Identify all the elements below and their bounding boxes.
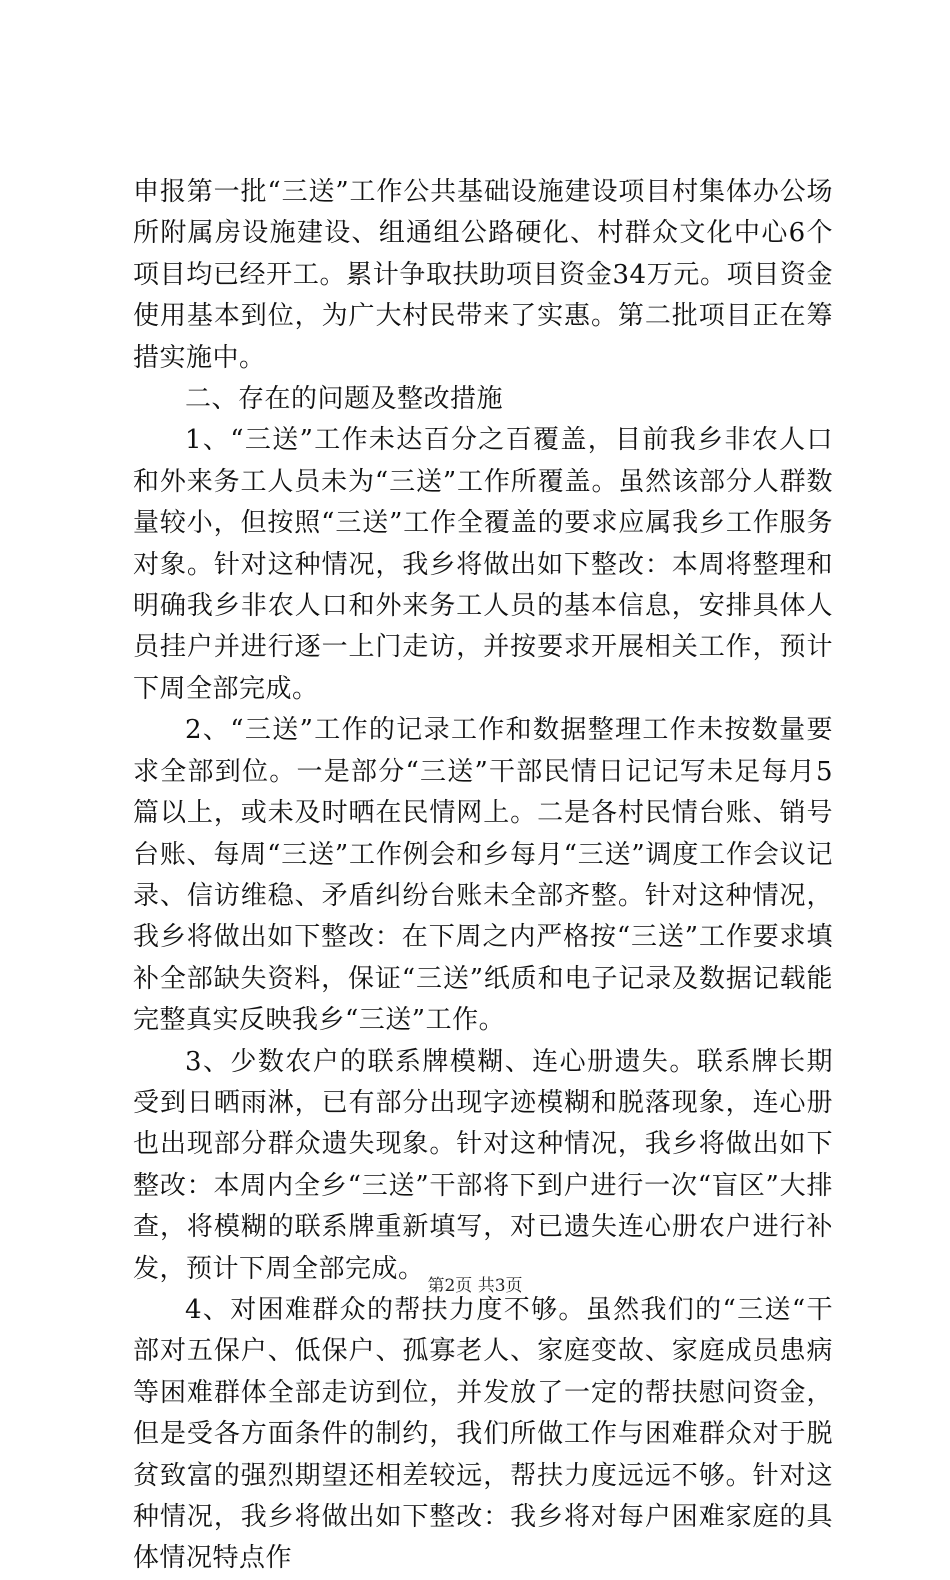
paragraph-issue-1: 1、“三送”工作未达百分之百覆盖，目前我乡非农人口和外来务工人员未为“三送”工作所覆盖。虽然该部分人群数量较小，但按照“三送”工作全覆盖的要求应属我乡工作服务对象。针对这种情况，我乡将做出如下整改：本周将整理和明确我乡非农人口和外来务工人员的基本信息，安排具体人员挂户并进行逐一上门走访，并按要求开展相关工作，预计下周全部完成。 xyxy=(133,425,833,704)
page-footer: 第2页 共3页 xyxy=(427,1276,523,1296)
section-heading-problems: 二、存在的问题及整改措施 xyxy=(185,384,504,415)
paragraph-project-progress: 申报第一批“三送”工作公共基础设施建设项目村集体办公场所附属房设施建设、组通组公路硬化、村群众文化中心6个项目均已经开工。累计争取扶助项目资金34万元。项目资金使用基本到位，为广大村民带来了实惠。第二批项目正在筹措实施中。 xyxy=(133,177,833,373)
paragraph-issue-2: 2、“三送”工作的记录工作和数据整理工作未按数量要求全部到位。一是部分“三送”干部民情日记记写未足每月5篇以上，或未及时晒在民情网上。二是各村民情台账、销号台账、每周“三送”工作例会和乡每月“三送”调度工作会议记录、信访维稳、矛盾纠纷台账未全部齐整。针对这种情况，我乡将做出如下整改：在下周之内严格按“三送”工作要求填补全部缺失资料，保证“三送”纸质和电子记录及数据记载能完整真实反映我乡“三送”工作。 xyxy=(133,715,833,1036)
paragraph-issue-3: 3、少数农户的联系牌模糊、连心册遗失。联系牌长期受到日晒雨淋，已有部分出现字迹模糊和脱落现象，连心册也出现部分群众遗失现象。针对这种情况，我乡将做出如下整改：本周内全乡“三送”干部将下到户进行一次“盲区”大排查，将模糊的联系牌重新填写，对已遗失连心册农户进行补发，预计下周全部完成。 xyxy=(133,1046,833,1284)
document-body xyxy=(133,172,833,1580)
paragraph-issue-4: 4、对困难群众的帮扶力度不够。虽然我们的“三送“干部对五保户、低保户、孤寡老人、家庭变故、家庭成员患病等困难群体全部走访到位，并发放了一定的帮扶慰问资金，但是受各方面条件的制约，我们所做工作与困难群众对于脱贫致富的强烈期望还相差较远，帮扶力度远远不够。针对这种情况，我乡将做出如下整改：我乡将对每户困难家庭的具体情况特点作 xyxy=(133,1294,833,1574)
